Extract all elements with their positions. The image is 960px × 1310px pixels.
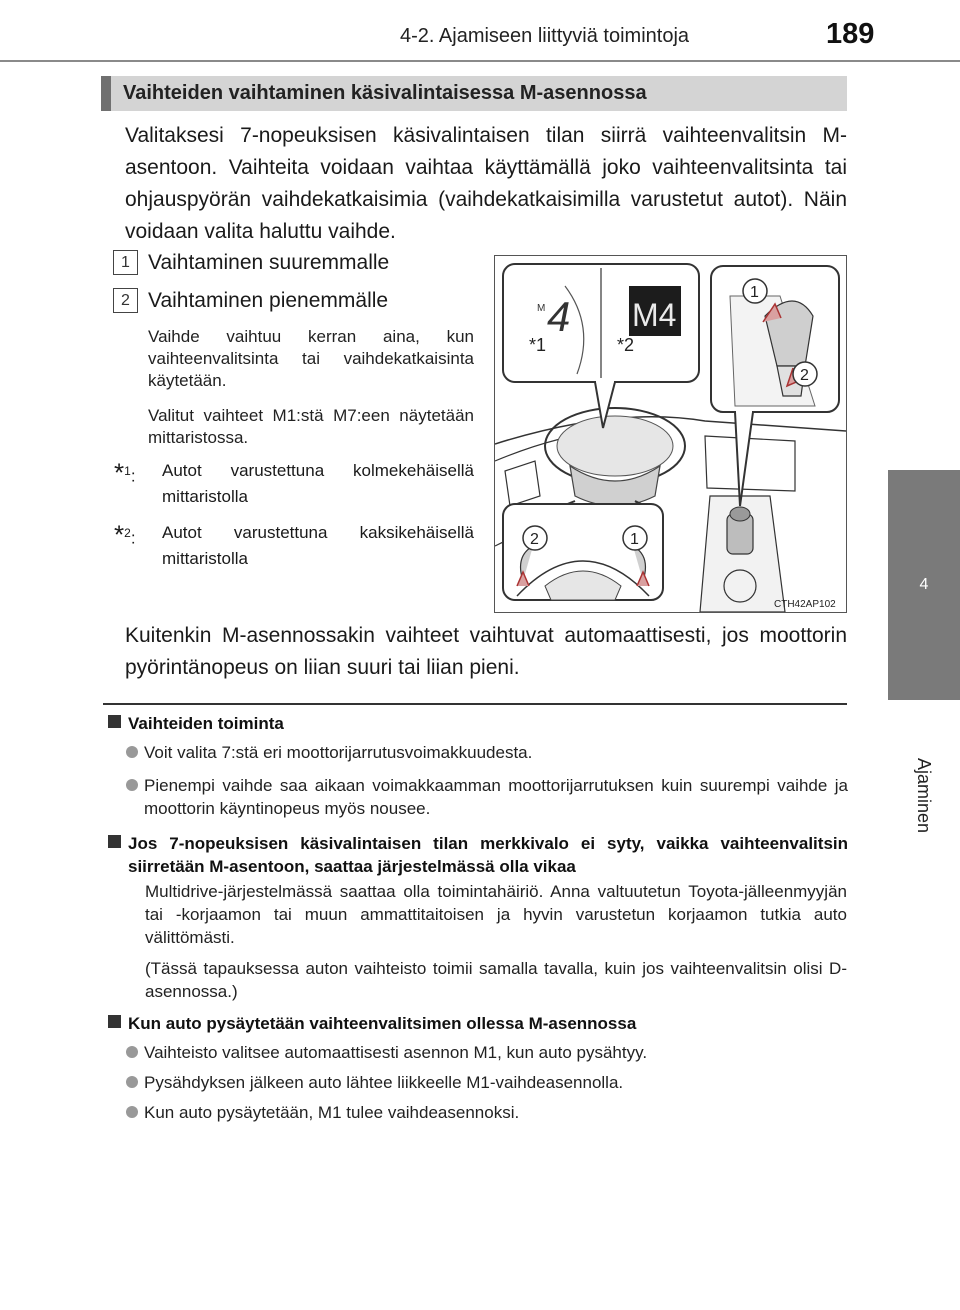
footnote-2: *$^2$: Autot varustettuna kaksikehäisellä mittaristolla	[114, 520, 474, 572]
section-divider	[103, 703, 847, 705]
square-bullet-icon	[108, 835, 121, 848]
note-1: Vaihde vaihtuu kerran aina, kun vaihteenvalitsinta tai vaihdekatkaisinta käytetään.	[148, 327, 474, 390]
note-2: Valitut vaihteet M1:stä M7:een näytetään mittaristossa.	[148, 406, 474, 447]
footnote-star: *	[114, 457, 125, 488]
footnote-sup: 2	[124, 526, 131, 540]
bullet-item: Voit valita 7:stä eri moottorijarrutusvoimakkuudesta.	[126, 741, 848, 764]
info-heading-3: Kun auto pysäytetään vaihteenvalitsimen ollessa M-asennossa	[108, 1012, 848, 1035]
step-number-1: 1	[113, 250, 138, 275]
bullet-item: Pysähdyksen jälkeen auto lähtee liikkeelle M1-vaihdeasennolla.	[126, 1071, 848, 1094]
display-m-label: M	[537, 303, 546, 314]
display-gear-digit: 4	[547, 293, 571, 340]
shifter-callout-2: 2	[800, 367, 809, 384]
header-rule	[0, 60, 960, 62]
footnote-text: Autot varustettuna kaksikehäisellä mittaristolla	[162, 523, 474, 568]
shifter-callout-1: 1	[750, 284, 759, 301]
running-header: 4-2. Ajamiseen liittyviä toimintoja	[400, 25, 690, 47]
closing-paragraph: Kuitenkin M-asennossakin vaihteet vaihtuvat automaattisesti, jos moottorin pyörintänopeus on liian suuri tai liian pieni.	[125, 624, 847, 679]
display-star-2: *2	[617, 335, 635, 355]
bullet-dot-icon	[126, 1046, 138, 1058]
step-1	[113, 250, 389, 275]
step-number-2: 2	[113, 288, 138, 313]
info-heading-2: Jos 7-nopeuksisen käsivalintaisen tilan merkkivalo ei syty, vaikka vaihteenvalitsin siirretään M-asentoon, saattaa järjestelmässä olla vikaa	[108, 832, 848, 878]
figure-code: CTH42AP102	[774, 599, 836, 610]
info-body-1: Multidrive-järjestelmässä saattaa olla toimintahäiriö. Anna valtuutetun Toyota-jälleenmyyjän tai -korjaamon tai muun ammattitaitoisen ja hyvin varustetun korjaamon tutkia auto välittömästi.	[145, 882, 847, 947]
bullet-dot-icon	[126, 1106, 138, 1118]
display-m4: M4	[632, 297, 677, 333]
chapter-label-wrap	[888, 700, 960, 890]
paddle-callout-2: 2	[530, 531, 539, 548]
bullet-item: Vaihteisto valitsee automaattisesti asennon M1, kun auto pysähtyy.	[126, 1041, 848, 1064]
gear-shift-illustration	[494, 255, 847, 613]
square-bullet-icon	[108, 715, 121, 728]
footnote-star: *	[114, 519, 125, 550]
footnote-1: *$^1$: Autot varustettuna kolmekehäisellä mittaristolla	[114, 458, 474, 510]
display-star-1: *1	[529, 335, 547, 355]
info-body-2: (Tässä tapauksessa auton vaihteisto toimii samalla tavalla, kuin jos vaihteenvalitsin olisi D-asennossa.)	[145, 959, 847, 1001]
step-2	[113, 288, 388, 313]
footnote-sup: 1	[124, 464, 131, 478]
bullet-dot-icon	[126, 746, 138, 758]
paddle-callout-1: 1	[630, 531, 639, 548]
bullet-dot-icon	[126, 779, 138, 791]
bullet-item: Pienempi vaihde saa aikaan voimakkaamman moottorijarrutuksen kuin suurempi vaihde ja moottorin käyntinopeus myös nousee.	[126, 774, 848, 820]
bullet-dot-icon	[126, 1076, 138, 1088]
page-number: 189	[826, 18, 875, 50]
step-label-1: Vaihtaminen suuremmalle	[148, 250, 390, 274]
intro-paragraph: Valitaksesi 7-nopeuksisen käsivalintaisen tilan siirrä vaihteenvalitsin M-asentoon. Vaihteita voidaan vaihtaa käyttämällä joko vaihteenvalitsinta tai ohjauspyörän vaihdekatkaisimia (vaihdekatkaisimilla varustetut autot). Näin voidaan valita haluttu vaihde.	[125, 124, 847, 243]
square-bullet-icon	[108, 1015, 121, 1028]
section-title: Vaihteiden vaihtaminen käsivalintaisessa M-asennossa	[123, 82, 647, 104]
chapter-number: 4	[919, 576, 929, 593]
step-label-2: Vaihtaminen pienemmälle	[148, 288, 389, 312]
chapter-tab	[888, 470, 960, 700]
chapter-label: Ajaminen	[914, 757, 935, 833]
bullet-item: Kun auto pysäytetään, M1 tulee vaihdeasennoksi.	[126, 1101, 848, 1124]
info-heading-1: Vaihteiden toiminta	[108, 712, 848, 735]
footnote-text: Autot varustettuna kolmekehäisellä mittaristolla	[162, 461, 474, 506]
section-heading	[101, 76, 847, 111]
